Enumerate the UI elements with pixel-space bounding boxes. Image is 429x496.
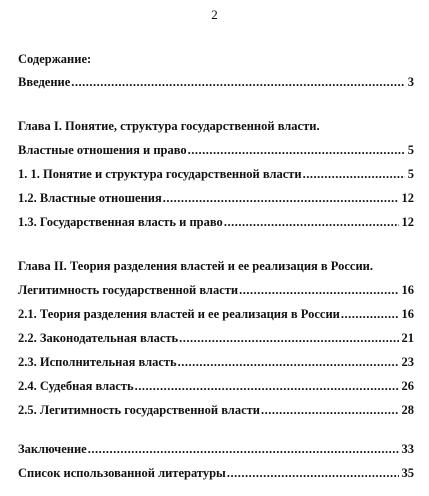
toc-entry-page: 33 — [401, 442, 414, 456]
toc-entry — [18, 167, 414, 182]
toc-heading: Содержание: — [18, 52, 92, 66]
toc-entry-title: 1.2. Властные отношения — [18, 191, 162, 205]
page-number: 2 — [211, 7, 218, 22]
toc-entry-page: 21 — [401, 331, 414, 345]
toc-entry-title: 1.3. Государственная власть и право — [18, 215, 223, 229]
toc-entry-title: Список использованной литературы — [18, 466, 226, 480]
dot-leader — [178, 355, 399, 370]
toc-entry — [18, 379, 414, 394]
toc-entry-page: 3 — [407, 75, 414, 89]
toc-entry-title: 2.1. Теория разделения властей и ее реализация в России — [18, 307, 340, 321]
toc-entry — [18, 191, 414, 206]
toc-entry-page: 28 — [401, 403, 414, 417]
dot-leader — [188, 143, 405, 158]
dot-leader — [303, 167, 405, 182]
toc-entry-page: 12 — [401, 215, 414, 229]
dot-leader — [88, 442, 399, 457]
table-of-contents — [18, 52, 414, 481]
dot-leader — [227, 466, 399, 481]
toc-entry-conclusion — [18, 442, 414, 457]
toc-entry-title: 2.3. Исполнительная власть — [18, 355, 177, 369]
toc-entry — [18, 283, 414, 298]
dot-leader — [224, 215, 399, 230]
toc-entry — [18, 307, 414, 322]
toc-entry-title: 2.5. Легитимность государственной власти — [18, 403, 260, 417]
toc-entry-title: Заключение — [18, 442, 87, 456]
toc-entry-intro — [18, 75, 414, 90]
toc-entry-page: 16 — [401, 283, 414, 297]
toc-entry — [18, 355, 414, 370]
toc-entry-page: 26 — [401, 379, 414, 393]
toc-entry-page: 16 — [401, 307, 414, 321]
toc-entry-page: 35 — [401, 466, 414, 480]
toc-entry-page: 23 — [401, 355, 414, 369]
toc-entry-page: 12 — [401, 191, 414, 205]
toc-entry — [18, 143, 414, 158]
toc-entry-references — [18, 466, 414, 481]
dot-leader — [261, 403, 399, 418]
toc-entry-page: 5 — [407, 167, 414, 181]
dot-leader — [135, 379, 399, 394]
toc-entry-title: 2.4. Судебная власть — [18, 379, 134, 393]
dot-leader — [163, 191, 399, 206]
dot-leader — [341, 307, 399, 322]
dot-leader — [239, 283, 398, 298]
toc-entry-title: 2.2. Законодательная власть — [18, 331, 179, 345]
toc-entry-title: 1. 1. Понятие и структура государственной власти — [18, 167, 302, 181]
dot-leader — [179, 331, 398, 346]
chapter-2-heading: Глава II. Теория разделения властей и ее реализация в России. — [18, 259, 374, 273]
dot-leader — [71, 75, 404, 90]
toc-entry — [18, 215, 414, 230]
toc-entry — [18, 331, 414, 346]
chapter-1-heading: Глава I. Понятие, структура государственной власти. — [18, 119, 320, 133]
toc-entry-title: Введение — [18, 75, 71, 89]
toc-entry — [18, 403, 414, 418]
toc-entry-title: Легитимность государственной власти — [18, 283, 239, 297]
toc-entry-title: Властные отношения и право — [18, 143, 187, 157]
toc-entry-page: 5 — [407, 143, 414, 157]
